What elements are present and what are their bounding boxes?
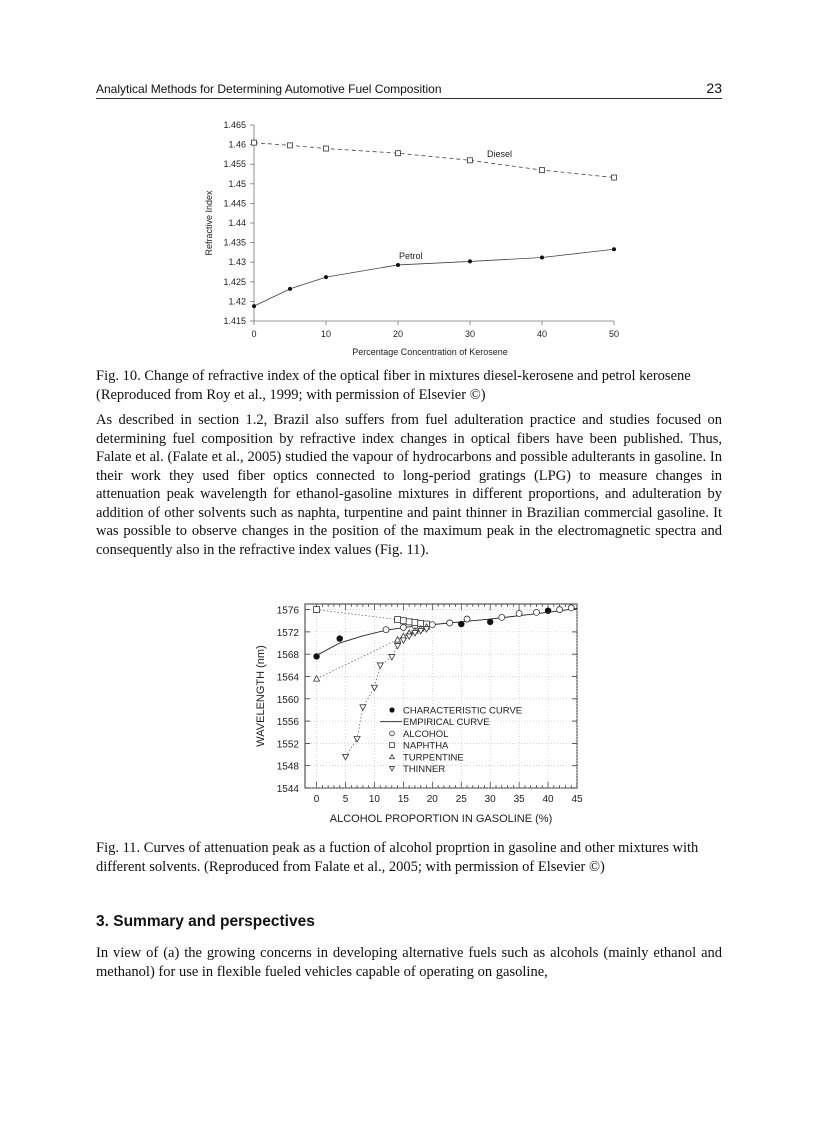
section-paragraph: In view of (a) the growing concerns in developing alternative fuels such as alcohols (mainly ethanol and methanol) for use in flexible fueled vehicles capable of operating on gasoline, bbox=[96, 945, 722, 980]
data-point-diesel bbox=[324, 146, 329, 151]
data-point-petrol bbox=[540, 255, 544, 259]
data-point-petrol bbox=[612, 247, 616, 251]
y-tick-label: 1556 bbox=[276, 717, 299, 729]
y-tick-label: 1560 bbox=[276, 694, 299, 706]
series-line-petrol bbox=[254, 249, 614, 306]
legend-swatch bbox=[390, 743, 395, 748]
data-point-alcohol bbox=[447, 620, 453, 626]
data-point-naphtha bbox=[400, 618, 406, 624]
figure-11-caption: Fig. 11. Curves of attenuation peak as a fuction of alcohol proprtion in gasoline and other mixtures with different solvents. (Reproduced from Falate et al., 2005; with permission of Elsevier ©) bbox=[96, 840, 699, 875]
data-point-diesel bbox=[396, 151, 401, 156]
section-heading: 3. Summary and perspectives bbox=[96, 913, 315, 930]
series-label-petrol: Petrol bbox=[399, 251, 423, 261]
y-tick-label: 1564 bbox=[276, 672, 299, 684]
x-tick-label: 30 bbox=[464, 329, 476, 339]
legend-swatch bbox=[389, 707, 394, 712]
data-point-petrol bbox=[324, 275, 328, 279]
data-point-characteristic-curve bbox=[337, 635, 343, 641]
data-point-alcohol bbox=[568, 605, 574, 611]
body-paragraph: As described in section 1.2, Brazil also suffers from fuel adulteration practice and studies focused on determining fuel composition by refractive index changes in optical fibers have been published. Thus, Falate et al. (Falate et al., 2005) studied the vapour of hydrocarbons and possible adulterants in gasoline. In their work they used fiber optics connected to long-period gratings (LPG) to measure changes in attenuation peak wavelength for ethanol-gasoline mixtures in different proportions, and adulteration by addition of other solvents such as naphta, turpentine and paint thinner in Brazilian commercial gasoline. It was possible to observe changes in the position of the maximum peak in the electromagnetic spectra and consequently also in the refractive index values (Fig. 11). bbox=[96, 412, 722, 558]
data-point-thinner bbox=[360, 705, 366, 710]
data-point-alcohol bbox=[400, 624, 406, 630]
data-point-naphtha bbox=[412, 619, 418, 625]
data-point-naphtha bbox=[406, 619, 412, 625]
data-point-thinner bbox=[377, 663, 383, 668]
y-tick-label: 1.455 bbox=[223, 159, 246, 170]
y-tick-label: 1.435 bbox=[223, 237, 246, 248]
x-tick-label: 35 bbox=[513, 794, 525, 805]
series-label-diesel: Diesel bbox=[487, 149, 513, 159]
y-tick-label: 1544 bbox=[276, 784, 299, 795]
y-tick-label: 1572 bbox=[276, 627, 299, 639]
data-point-diesel bbox=[252, 140, 257, 145]
data-point-petrol bbox=[396, 263, 400, 267]
y-tick-label: 1.43 bbox=[228, 257, 246, 268]
data-point-alcohol bbox=[464, 616, 470, 622]
data-point-alcohol bbox=[533, 609, 539, 615]
legend-label: NAPHTHA bbox=[403, 740, 449, 752]
legend-label: THINNER bbox=[403, 764, 446, 775]
x-tick-label: 40 bbox=[542, 794, 554, 805]
data-point-alcohol bbox=[429, 622, 435, 628]
data-point-diesel bbox=[540, 168, 545, 173]
data-point-alcohol bbox=[557, 607, 563, 613]
data-point-thinner bbox=[371, 685, 377, 690]
y-tick-label: 1.445 bbox=[223, 198, 246, 209]
y-axis-label: Refractive Index bbox=[204, 190, 214, 256]
x-tick-label: 10 bbox=[320, 329, 332, 339]
data-point-petrol bbox=[468, 259, 472, 263]
data-point-petrol bbox=[288, 287, 292, 291]
x-tick-label: 45 bbox=[571, 794, 583, 805]
y-tick-label: 1.46 bbox=[228, 139, 246, 150]
data-point-naphtha bbox=[395, 617, 401, 623]
x-tick-label: 30 bbox=[484, 794, 496, 805]
legend-label: ALCOHOL bbox=[403, 728, 449, 740]
data-point-naphtha bbox=[314, 607, 320, 613]
figure-11-chart bbox=[250, 598, 595, 828]
y-tick-label: 1.42 bbox=[228, 296, 246, 307]
legend-label: EMPIRICAL CURVE bbox=[403, 717, 490, 729]
data-point-alcohol bbox=[516, 610, 522, 616]
y-tick-label: 1576 bbox=[276, 605, 299, 617]
data-point-diesel bbox=[612, 175, 617, 180]
y-tick-label: 1.44 bbox=[228, 218, 246, 228]
x-tick-label: 20 bbox=[392, 329, 404, 339]
y-tick-label: 1552 bbox=[276, 739, 299, 751]
page-number: 23 bbox=[706, 80, 722, 96]
y-tick-label: 1.415 bbox=[223, 316, 246, 326]
legend-swatch bbox=[390, 754, 395, 758]
x-tick-label: 40 bbox=[536, 329, 548, 339]
data-point-thinner bbox=[343, 754, 349, 759]
data-point-turpentine bbox=[395, 637, 401, 642]
data-point-thinner bbox=[395, 643, 401, 648]
data-point-diesel bbox=[288, 143, 293, 148]
x-tick-label: 25 bbox=[455, 794, 467, 805]
legend-swatch bbox=[390, 767, 395, 771]
y-tick-label: 1.465 bbox=[223, 120, 246, 130]
data-point-alcohol bbox=[499, 614, 505, 620]
series-line-diesel bbox=[254, 143, 614, 178]
data-point-alcohol bbox=[383, 627, 389, 633]
running-title: Analytical Methods for Determining Automotive Fuel Composition bbox=[96, 82, 442, 96]
x-axis-label: Percentage Concentration of Kerosene bbox=[352, 347, 508, 357]
y-tick-label: 1.425 bbox=[223, 276, 246, 287]
x-tick-label: 50 bbox=[608, 329, 620, 339]
data-point-thinner bbox=[354, 737, 360, 742]
legend-label: TURPENTINE bbox=[403, 752, 464, 764]
x-tick-label: 5 bbox=[342, 794, 349, 805]
data-point-thinner bbox=[406, 634, 412, 639]
x-axis-label: ALCOHOL PROPORTION IN GASOLINE (%) bbox=[329, 813, 553, 825]
x-tick-label: 20 bbox=[426, 794, 438, 805]
running-header bbox=[96, 80, 722, 99]
x-tick-label: 0 bbox=[313, 794, 320, 805]
figure-10-chart bbox=[190, 115, 630, 365]
y-tick-label: 1568 bbox=[276, 650, 299, 662]
data-point-thinner bbox=[400, 638, 406, 643]
x-tick-label: 10 bbox=[368, 794, 381, 805]
figure-10-caption: Fig. 10. Change of refractive index of the optical fiber in mixtures diesel-kerosene and petrol kerosene (Reproduced from Roy et al., 1999; with permission of Elsevier ©) bbox=[96, 368, 691, 403]
y-tick-label: 1548 bbox=[276, 761, 299, 773]
legend-label: CHARACTERISTIC CURVE bbox=[403, 705, 523, 717]
y-axis-label: WAVELENGTH (nm) bbox=[255, 645, 267, 747]
x-tick-label: 0 bbox=[251, 329, 257, 339]
y-tick-label: 1.45 bbox=[228, 178, 246, 189]
data-point-thinner bbox=[389, 655, 395, 660]
legend-swatch bbox=[390, 731, 395, 736]
data-point-diesel bbox=[468, 158, 473, 163]
data-point-petrol bbox=[252, 304, 256, 308]
x-tick-label: 15 bbox=[397, 794, 409, 805]
